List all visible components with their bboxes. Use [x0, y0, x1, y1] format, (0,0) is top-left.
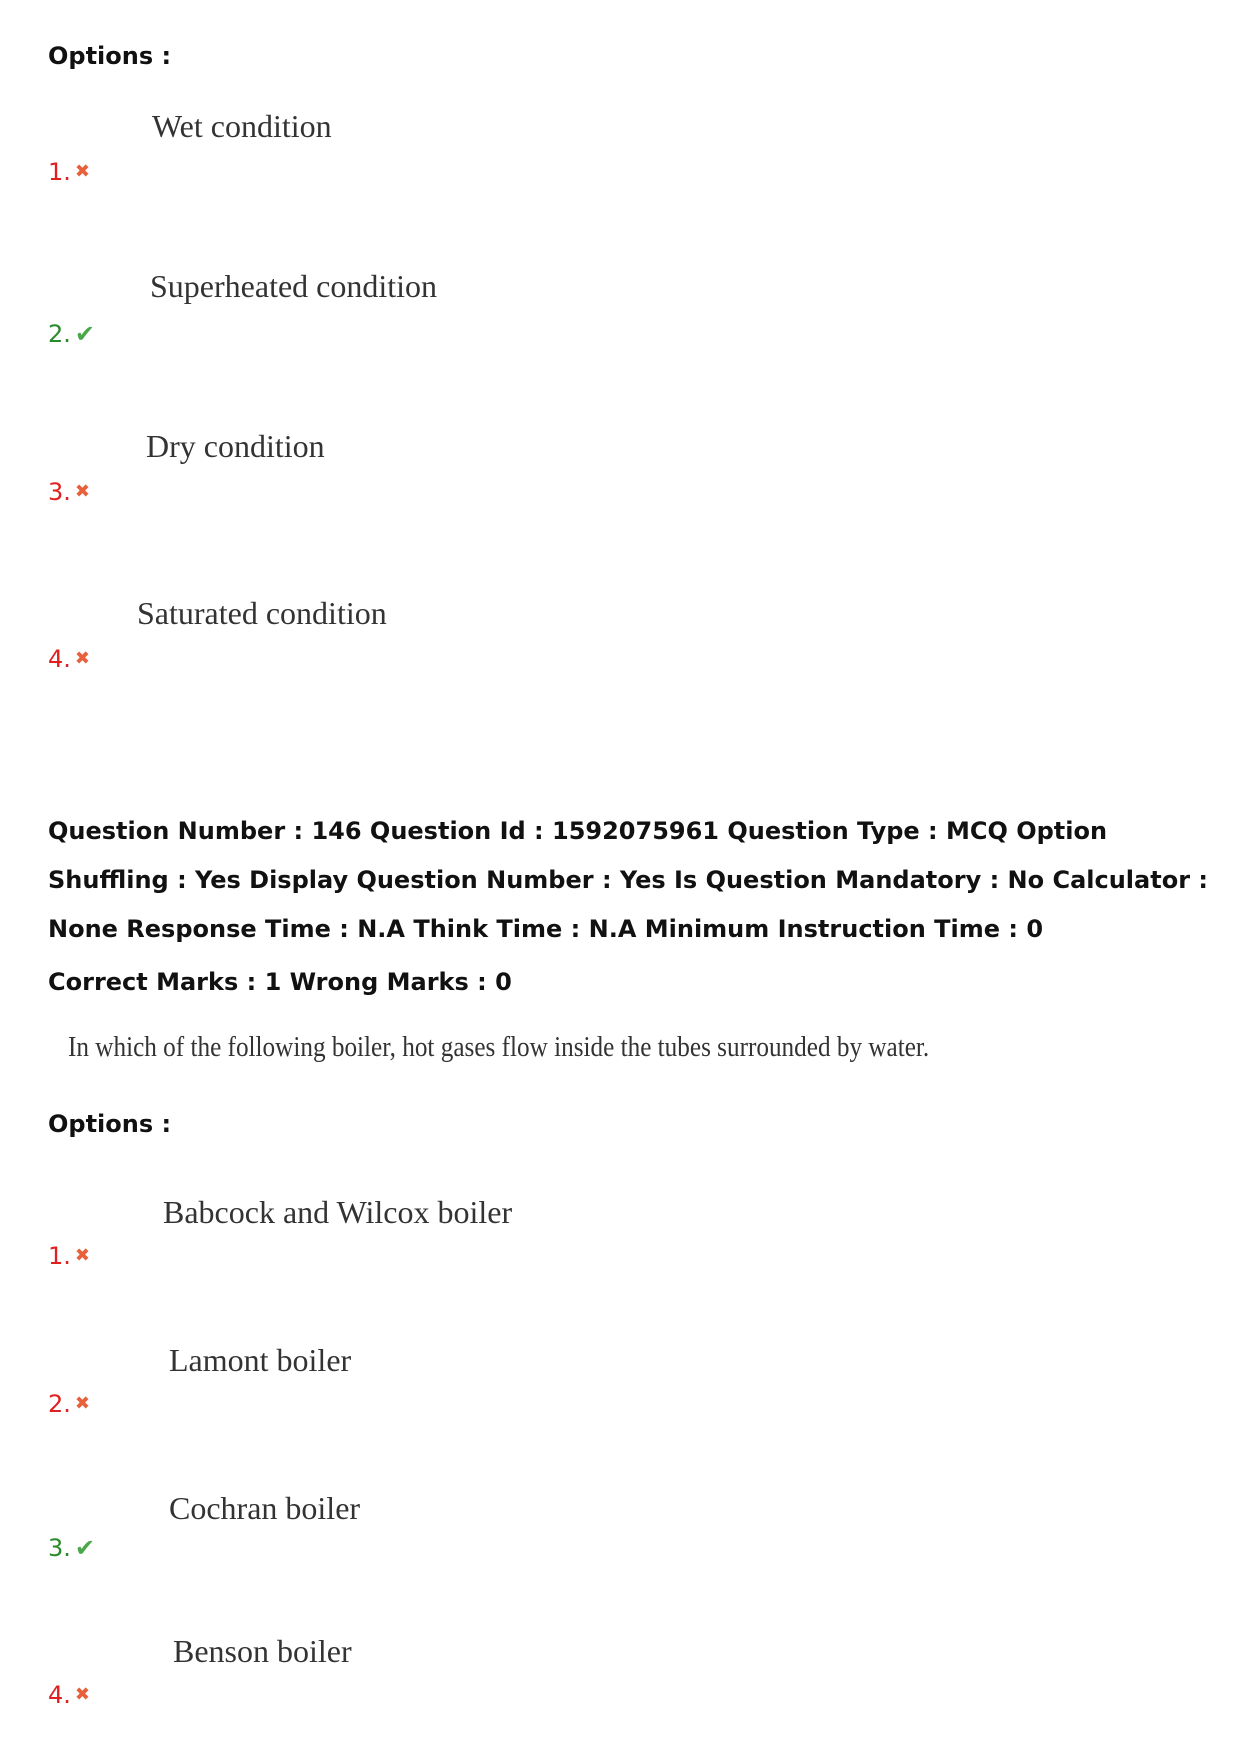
option-4 — [0, 1633, 1240, 1733]
option-1 — [0, 108, 1240, 208]
option-number: 1. ✖ — [48, 1242, 90, 1270]
option-text: Lamont boiler — [169, 1342, 352, 1378]
marks-info: Correct Marks : 1 Wrong Marks : 0 — [48, 968, 512, 996]
option-3 — [0, 1490, 1240, 1590]
option-number: 3. ✔ — [48, 1534, 96, 1562]
question-text: In which of the following boiler, hot gases flow inside the tubes surrounded by water. — [68, 1032, 930, 1063]
option-text: Babcock and Wilcox boiler — [163, 1194, 513, 1230]
option-text: Dry condition — [146, 428, 325, 464]
option-text: Wet condition — [152, 108, 332, 144]
option-1 — [0, 1194, 1240, 1294]
cross-icon: ✖ — [74, 648, 90, 669]
cross-icon: ✖ — [74, 481, 90, 502]
check-icon: ✔ — [74, 1534, 96, 1562]
option-3 — [0, 428, 1240, 528]
option-number: 3. ✖ — [48, 478, 90, 506]
option-text: Cochran boiler — [169, 1490, 361, 1526]
option-number: 4. ✖ — [48, 645, 90, 673]
cross-icon: ✖ — [74, 1684, 90, 1705]
option-2 — [0, 1342, 1240, 1442]
cross-icon: ✖ — [74, 1245, 90, 1266]
option-4 — [0, 595, 1240, 695]
option-number: 1. ✖ — [48, 158, 90, 186]
option-number: 2. ✔ — [48, 320, 96, 348]
option-number: 4. ✖ — [48, 1681, 90, 1709]
cross-icon: ✖ — [74, 1393, 90, 1414]
option-2 — [0, 268, 1240, 368]
option-text: Benson boiler — [173, 1633, 352, 1669]
option-text: Saturated condition — [137, 595, 387, 631]
options-label: Options : — [48, 42, 172, 70]
option-text: Superheated condition — [150, 268, 438, 304]
option-number: 2. ✖ — [48, 1390, 90, 1418]
question-meta: Question Number : 146 Question Id : 1592075961 Question Type : MCQ Option Shuffling : Yes Display Question Number : Yes Is Question Mandatory : No Calculator : None Response Time : N.A Think Time : N.A Minimum Instruction Time : 0 — [48, 817, 1208, 943]
options-label: Options : — [48, 1110, 172, 1138]
cross-icon: ✖ — [74, 161, 90, 182]
check-icon: ✔ — [74, 320, 96, 348]
